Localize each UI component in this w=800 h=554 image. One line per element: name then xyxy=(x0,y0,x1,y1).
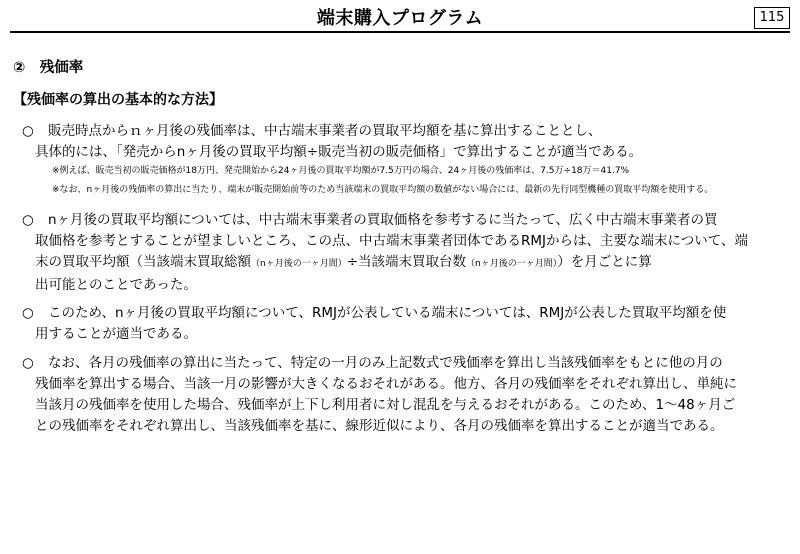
paragraph-line: ○ このため、nヶ月後の買取平均額について、RMJが公表している端末については、RMJが公表した買取平均額を使 xyxy=(22,303,792,324)
paragraph-line: 用することが適当である。 xyxy=(35,326,197,342)
paragraph-line: 取価格を参考とすることが望ましいところ、この点、中古端末事業者団体であるRMJからは、主要な端末について、端 xyxy=(35,233,748,249)
footnote-exception: ※なお、nヶ月後の残価率の算出に当たり、端末が販売開始前等のため当該端末の買取平均額の数値がない場合には、最新の先行同型機種の買取平均額を使用する。 xyxy=(52,185,714,195)
paragraph-3 xyxy=(22,303,792,345)
paragraph-line: 出可能とのことであった。 xyxy=(35,277,197,293)
bullet-circle-icon: ○ xyxy=(22,305,34,321)
paragraph-line: ○ nヶ月後の買取平均額については、中古端末事業者の買取価格を参考するに当たって、広く中古端末事業者の買 xyxy=(22,210,792,231)
paragraph-line: ○ 販売時点からｎヶ月後の残価率は、中古端末事業者の買取平均額を基に算出することとし、 xyxy=(22,121,792,142)
bullet-circle-icon: ○ xyxy=(22,355,34,371)
paragraph-line: 残価率を算出する場合、当該一月の影響が大きくなるおそれがある。他方、各月の残価率をそれぞれ算出し、単純に xyxy=(35,376,737,392)
paragraph-4 xyxy=(22,353,792,437)
paragraph-line: 具体的には、「発売からnヶ月後の買取平均額÷販売当初の販売価格」で算出することが適当である。 xyxy=(35,144,643,160)
subsection-heading: 【残価率の算出の基本的な方法】 xyxy=(13,92,223,108)
paragraph-line: 当該月の残価率を使用した場合、残価率が上下し利用者に対し混乱を与えるおそれがある。このため、1～48ヶ月ご xyxy=(35,397,736,413)
paragraph-1 xyxy=(22,121,792,163)
section-heading: ② 残価率 xyxy=(13,60,84,76)
paragraph-line: ○ なお、各月の残価率の算出に当たって、特定の一月のみ上記数式で残価率を算出し当該残価率をもとに他の月の xyxy=(22,353,792,374)
paragraph-line: 末の買取平均額（当該端末買取総額（nヶ月後の一ヶ月間）÷当該端末買取台数（nヶ月後の一ヶ月間））を月ごとに算 xyxy=(35,254,652,270)
paragraph-line: との残価率をそれぞれ算出し、当該残価率を基に、線形近似により、各月の残価率を算出することが適当である。 xyxy=(35,418,724,434)
title-underline xyxy=(10,31,790,33)
paragraph-2 xyxy=(22,210,792,296)
page-number-box: 115 xyxy=(754,7,790,29)
bullet-circle-icon: ○ xyxy=(22,212,34,228)
page-title: 端末購入プログラム xyxy=(316,8,484,29)
footnote-example: ※例えば、販売当初の販売価格が18万円、発売開始から24ヶ月後の買取平均額が7.5万円の場合、24ヶ月後の残価率は、7.5万÷18万＝41.7% xyxy=(52,166,630,176)
bullet-circle-icon: ○ xyxy=(22,123,34,139)
